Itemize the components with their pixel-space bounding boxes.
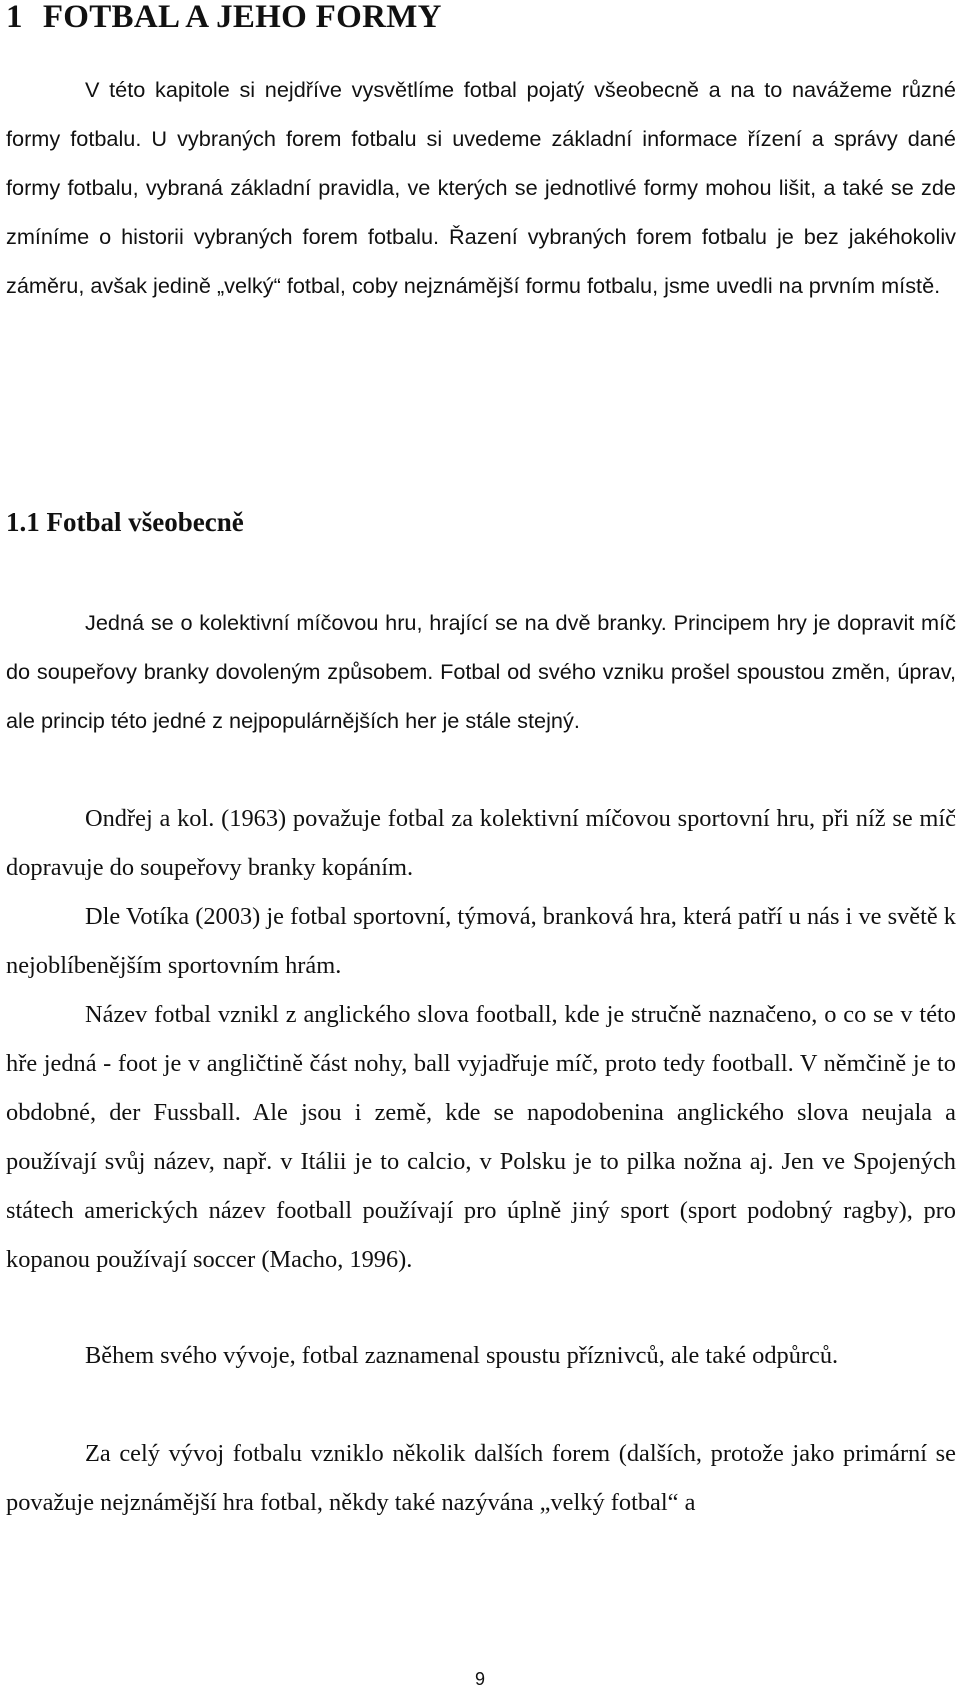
chapter-number: 1 [6, 0, 23, 35]
chapter-heading [6, 0, 442, 34]
body-paragraph: Za celý vývoj fotbalu vzniklo několik dalších forem (dalších, protože jako primární se považuje nejznámější hra fotbal, někdy také nazývána „velký fotbal“ a [6, 1440, 956, 1516]
body-paragraph: Během svého vývoje, fotbal zaznamenal spoustu příznivců, ale také odpůrců. [85, 1342, 839, 1369]
section-heading: 1.1 Fotbal všeobecně [6, 507, 244, 537]
body-paragraph: Název fotbal vznikl z anglického slova football, kde je stručně naznačeno, o co se v této hře jedná - foot je v angličtině část nohy, ball vyjadřuje míč, proto tedy football. V němčině je to obdobné, der Fussball. Ale jsou i země, kde se napodobenina anglického slova neujala a používají svůj název, např. v Itálii je to calcio, v Polsku je to pilka nožna aj. Jen ve Spojených státech amerických název football používají pro úplně jiný sport (sport podobný ragby), pro kopanou používají soccer (Macho, 1996). [6, 1001, 956, 1273]
body-paragraph: Dle Votíka (2003) je fotbal sportovní, týmová, branková hra, která patří u nás i ve světě k nejoblíbenějším sportovním hrám. [6, 903, 956, 979]
body-paragraph: Jedná se o kolektivní míčovou hru, hrající se na dvě branky. Principem hry je dopravit míč do soupeřovy branky dovoleným způsobem. Fotbal od svého vzniku prošel spoustou změn, úprav, ale princip této jedné z nejpopulárnějších her je stále stejný. [6, 610, 956, 733]
body-paragraph: Ondřej a kol. (1963) považuje fotbal za kolektivní míčovou sportovní hru, při níž se míč dopravuje do soupeřovy branky kopáním. [6, 805, 956, 881]
chapter-intro-paragraph: V této kapitole si nejdříve vysvětlíme fotbal pojatý všeobecně a na to navážeme různé formy fotbalu. U vybraných forem fotbalu si uvedeme základní informace řízení a správy dané formy fotbalu, vybraná základní pravidla, ve kterých se jednotlivé formy mohou lišit, a také se zde zmíníme o historii vybraných forem fotbalu. Řazení vybraných forem fotbalu je bez jakéhokoliv záměru, avšak jedině „velký“ fotbal, coby nejznámější formu fotbalu, jsme uvedli na prvním místě. [6, 77, 956, 298]
chapter-title: FOTBAL A JEHO FORMY [42, 0, 442, 35]
page-number: 9 [474, 1669, 485, 1689]
